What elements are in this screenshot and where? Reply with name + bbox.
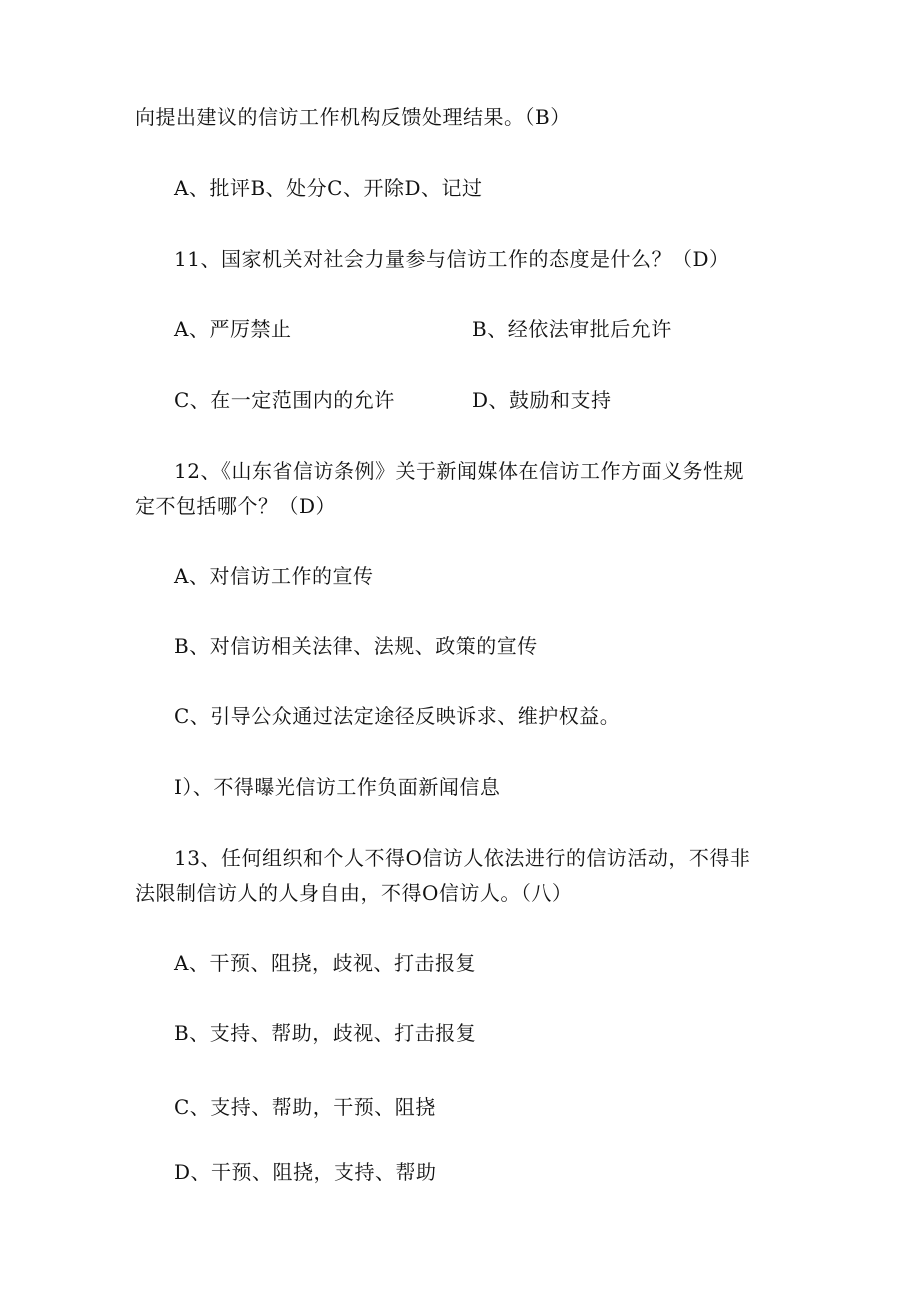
q11-question: 11、国家机关对社会力量参与信访工作的态度是什么？（D）: [174, 247, 730, 271]
q12-option-b: B、对信访相关法律、法规、政策的宣传: [174, 634, 538, 658]
q13-option-d: D、干预、阻挠，支持、帮助: [174, 1160, 437, 1184]
q12-option-a: A、对信访工作的宣传: [174, 564, 374, 588]
q11-option-a: A、严厉禁止: [174, 317, 292, 341]
q12-option-c: C、引导公众通过法定途径反映诉求、维护权益。: [174, 704, 621, 728]
q10-options: A、批评B、处分C、开除D、记过: [174, 176, 483, 200]
q11-option-d: D、鼓励和支持: [472, 388, 612, 412]
q12-question-line-2: 定不包括哪个？（D）: [135, 494, 337, 518]
q13-question-line-1: 13、任何组织和个人不得O信访人依法进行的信访活动，不得非: [174, 846, 751, 870]
q10-answer-line: 向提出建议的信访工作机构反馈处理结果。（B）: [135, 105, 571, 129]
q12-question-line-1: 12、《山东省信访条例》关于新闻媒体在信访工作方面义务性规: [174, 459, 744, 483]
q11-option-b: B、经依法审批后允许: [472, 317, 672, 341]
q11-option-c: C、在一定范围内的允许: [174, 388, 395, 412]
q13-option-c: C、支持、帮助，干预、阻挠: [174, 1095, 436, 1119]
q13-question-line-2: 法限制信访人的人身自由，不得O信访人。（八）: [135, 881, 573, 905]
q12-option-d: I）、不得曝光信访工作负面新闻信息: [174, 775, 501, 799]
q13-option-b: B、支持、帮助，歧视、打击报复: [174, 1021, 477, 1045]
q13-option-a: A、干预、阻挠，歧视、打击报复: [174, 951, 476, 975]
